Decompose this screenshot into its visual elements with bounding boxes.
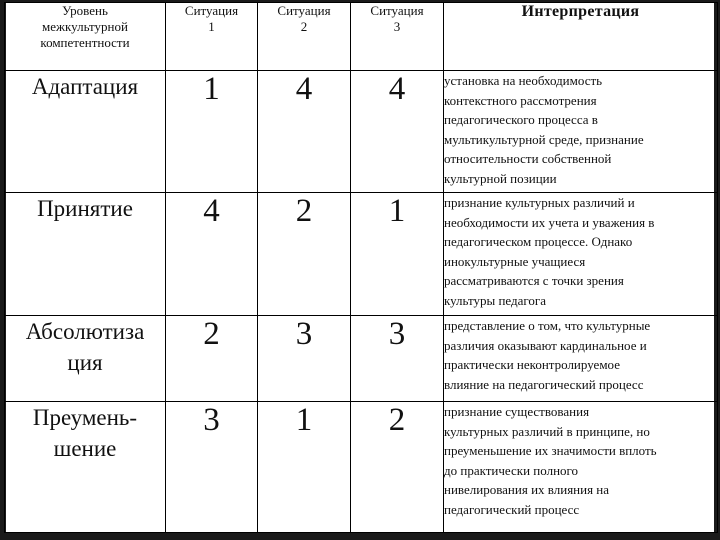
- header-situation-2: Ситуация 2: [258, 3, 351, 71]
- situation-3-value: 2: [351, 402, 444, 533]
- table-row: [5, 402, 718, 533]
- table-row: [5, 193, 718, 316]
- situation-3-value: 1: [351, 193, 444, 316]
- situation-1-value: 2: [166, 316, 258, 402]
- header-interpretation: Интерпретация: [444, 3, 718, 71]
- situation-2-value: 4: [258, 71, 351, 193]
- interpretation-cell: установка на необходимость контекстного рассмотрения педагогического процесса в мультикультурной среде, признание относительности собственной культурной позиции: [444, 71, 718, 193]
- header-level: Уровень межкультурной компетентности: [5, 3, 166, 71]
- interpretation-cell: признание культурных различий и необходимости их учета и уважения в педагогическом процессе. Однако инокультурные учащиеся рассматриваются с точки зрения культуры педагога: [444, 193, 718, 316]
- level-cell: Принятие: [5, 193, 166, 316]
- interpretation-cell: признание существования культурных различий в принципе, но преуменьшение их значимости вплоть до практически полного нивелирования их влияния на педагогический процесс: [444, 402, 718, 533]
- situation-2-value: 1: [258, 402, 351, 533]
- competence-table: [4, 2, 718, 533]
- level-cell: Абсолютиза ция: [5, 316, 166, 402]
- slide-frame-bottom: [0, 532, 720, 540]
- situation-3-value: 3: [351, 316, 444, 402]
- situation-2-value: 3: [258, 316, 351, 402]
- table-row: [5, 71, 718, 193]
- situation-1-value: 1: [166, 71, 258, 193]
- interpretation-cell: представление о том, что культурные различия оказывают кардинальное и практически неконтролируемое влияние на педагогический процесс: [444, 316, 718, 402]
- situation-1-value: 4: [166, 193, 258, 316]
- header-situation-1: Ситуация 1: [166, 3, 258, 71]
- level-cell: Преумень- шение: [5, 402, 166, 533]
- level-cell: Адаптация: [5, 71, 166, 193]
- situation-3-value: 4: [351, 71, 444, 193]
- header-situation-3: Ситуация 3: [351, 3, 444, 71]
- situation-2-value: 2: [258, 193, 351, 316]
- table-header-row: [5, 3, 718, 71]
- table-row: [5, 316, 718, 402]
- situation-1-value: 3: [166, 402, 258, 533]
